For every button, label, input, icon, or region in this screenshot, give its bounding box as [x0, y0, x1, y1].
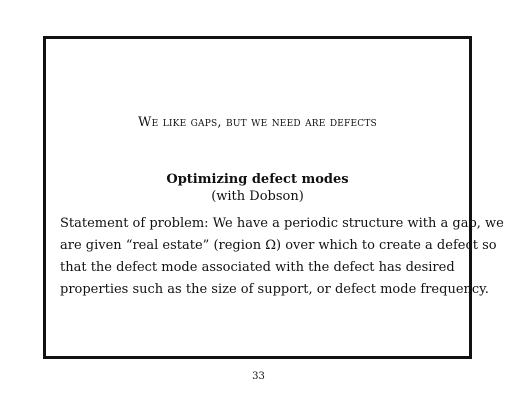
problem-statement-line: properties such as the size of support, or defect mode frequency.: [60, 282, 489, 297]
problem-statement-line: that the defect mode associated with the defect has desired: [60, 260, 455, 275]
page-number: 33: [252, 371, 265, 382]
slide-byline: (with Dobson): [211, 189, 304, 204]
problem-statement-line: are given “real estate” (region Ω) over which to create a defect so: [60, 238, 497, 253]
problem-statement: [60, 213, 504, 301]
slide-subtitle: Optimizing defect modes: [166, 172, 349, 187]
slide-heading: We like gaps, but we need are defects: [138, 115, 377, 130]
problem-statement-line: Statement of problem: We have a periodic structure with a gap, we: [60, 216, 504, 231]
slide-frame: [43, 36, 504, 359]
